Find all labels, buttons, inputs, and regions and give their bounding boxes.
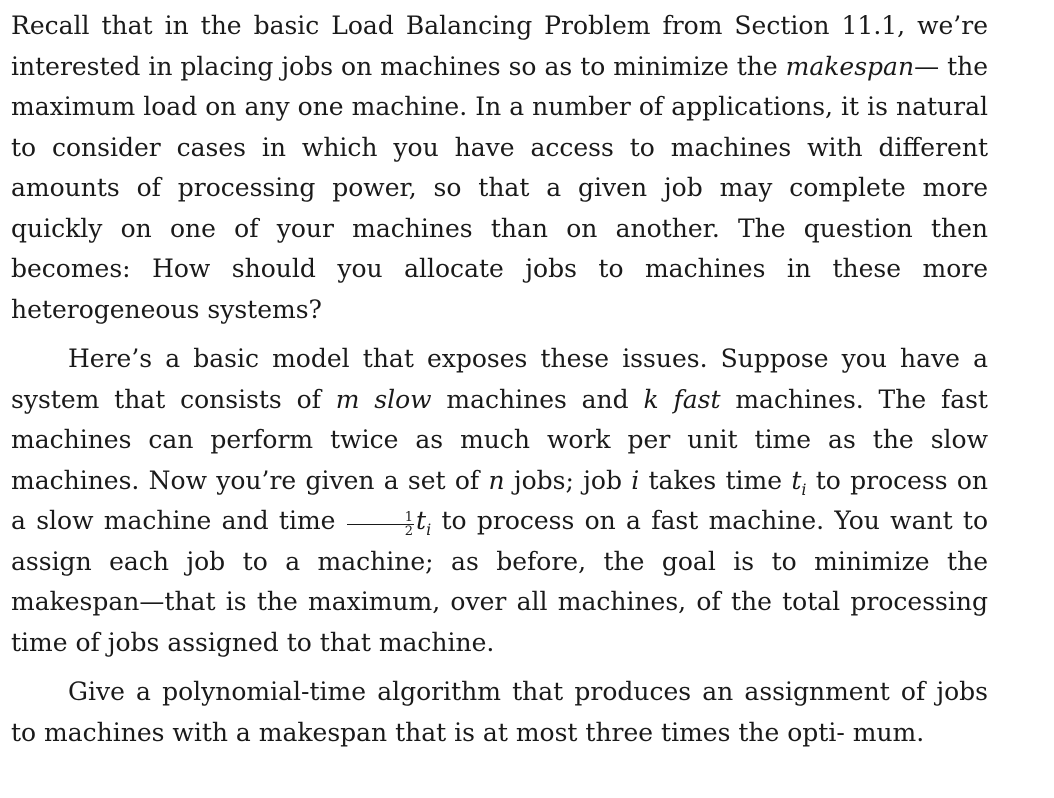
paragraph-2 (11, 339, 988, 663)
paragraph-2-text-9: to process on a fast machine. You want to assign each job to a machine; as before, the goal is to minimize the makespan—that is the maximum, over all machines, of the total processing time of jobs assigned to that machine. (11, 506, 988, 657)
paragraph-2-text-8: to process on a slow machine and time (11, 465, 988, 535)
var-t-2-subscript: i (426, 520, 432, 539)
term-slow: slow (374, 384, 432, 414)
fraction-denominator: 2 (404, 524, 414, 539)
paragraph-1-text-a: Recall that in the basic Load Balancing Problem from Section 11.1, we’re interested in placing jobs on machines so as to minimize the (11, 11, 988, 81)
paragraph-2-text-4 (659, 385, 674, 414)
paragraph-2-text-3: machines and (431, 384, 644, 414)
fraction-one-half (347, 511, 414, 538)
var-t-2: t (416, 506, 427, 535)
var-m: m (335, 384, 360, 414)
paragraph-1-text-b: — the maximum load on any one machine. In a number of applications, it is natural to consider cases in which you have access to machines with different amounts of processing power, so that a given job may complete more quickly on one of your machines than on another. The question then becomes: How should you allocate jobs to machines in these more heterogeneous systems? (11, 51, 989, 324)
paragraph-2-text-5: machines. The fast machines can perform twice as much work per unit time as the slow machines. Now you’re given a set of (11, 384, 988, 495)
paragraph-1 (11, 6, 988, 330)
var-t-subscript: i (801, 479, 807, 499)
fraction-numerator: 1 (347, 511, 414, 525)
var-n: n (488, 465, 505, 495)
paragraph-2-text-1: Here’s a basic model that exposes these issues. Suppose you have a system that consists of (11, 344, 988, 414)
var-t: t (791, 465, 802, 495)
paragraph-2-text-6: jobs; job (504, 465, 632, 495)
var-i: i (631, 465, 640, 495)
term-makespan: makespan (785, 51, 915, 81)
paragraph-3: Give a polynomial-time algorithm that produces an assignment of jobs to machines with a makespan that is at most three times the opti- mum. (11, 677, 988, 747)
var-k: k (643, 384, 659, 414)
term-fast: fast (673, 384, 721, 414)
paragraph-2-text-7: takes time (639, 465, 792, 495)
paragraph-2-text-2 (359, 385, 374, 414)
